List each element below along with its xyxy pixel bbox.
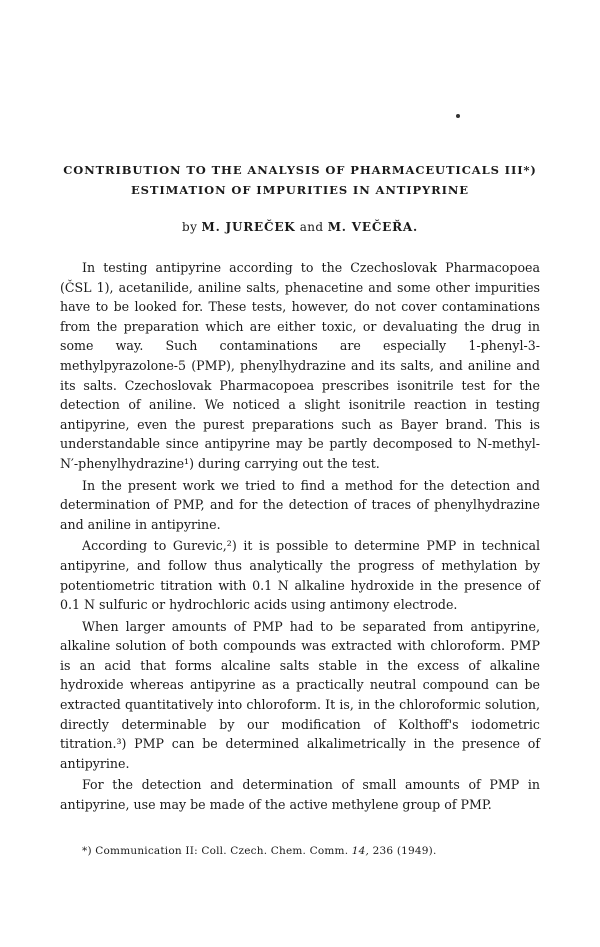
- paragraph-4: When larger amounts of PMP had to be separated from antipyrine, alkaline solution of both compounds was extracted with chloroform. PMP is an acid that forms alcaline salts stable in the excess of alkaline hydroxide whereas antipyrine as a practically neutral compound can be extracted quantitatively into chloroform. It is, in the chloroformic solution, directly determinable by our modification of Kolthoff's iodometric titration.³) PMP can be determined alkalimetrically in the presence of antipyrine.: [60, 618, 540, 771]
- footnote-rest: 236 (1949).: [372, 845, 437, 857]
- ink-speck: [456, 114, 460, 118]
- title-line-1: CONTRIBUTION TO THE ANALYSIS OF PHARMACEUTICALS III*): [63, 163, 537, 177]
- author-byline: [60, 220, 540, 234]
- author-2: M. VEČEŘA.: [327, 220, 418, 234]
- paper-title: [60, 160, 540, 200]
- author-1: M. JUREČEK: [201, 220, 296, 234]
- paragraph-2: In the present work we tried to find a method for the detection and determination of PMP, and for the detection of traces of phenylhydrazine and aniline in antipyrine.: [60, 477, 540, 532]
- footnote: [82, 845, 542, 857]
- footnote-text: *) Communication II: Coll. Czech. Chem. Comm.: [82, 845, 349, 857]
- footnote-volume: 14,: [351, 845, 370, 857]
- title-line-2: ESTIMATION OF IMPURITIES IN ANTIPYRINE: [131, 183, 469, 197]
- byline-prefix: by: [182, 220, 198, 234]
- paragraph-3: According to Gurevic,²) it is possible to determine PMP in technical antipyrine, and follow thus analytically the progress of methylation by potentiometric titration with 0.1 N alkaline hydroxide in the presence of 0.1 N sulfuric or hydrochloric acids using antimony electrode.: [60, 538, 540, 613]
- body-text: [60, 258, 540, 815]
- paragraph-5: For the detection and determination of small amounts of PMP in antipyrine, use may be made of the active methylene group of PMP.: [60, 777, 540, 813]
- byline-conj: and: [299, 220, 324, 234]
- paragraph-1: In testing antipyrine according to the Czechoslovak Pharmacopoea (ČSL 1), acetanilide, aniline salts, phenacetine and some other impurities have to be looked for. These tests, however, do not cover contaminations from the preparation which are either toxic, or devaluating the drug in some way. Such contaminations are especially 1-phenyl-3-methylpyrazolone-5 (PMP), phenylhydrazine and its salts, and aniline and its salts. Czechoslovak Pharmacopoea prescribes isonitrile test for the detection of aniline. We noticed a slight isonitrile reaction in testing antipyrine, even the purest preparations such as Bayer brand. This is understandable since antipyrine may be partly decomposed to N-methyl-N′-phenylhydrazine¹) during carrying out the test.: [60, 260, 540, 471]
